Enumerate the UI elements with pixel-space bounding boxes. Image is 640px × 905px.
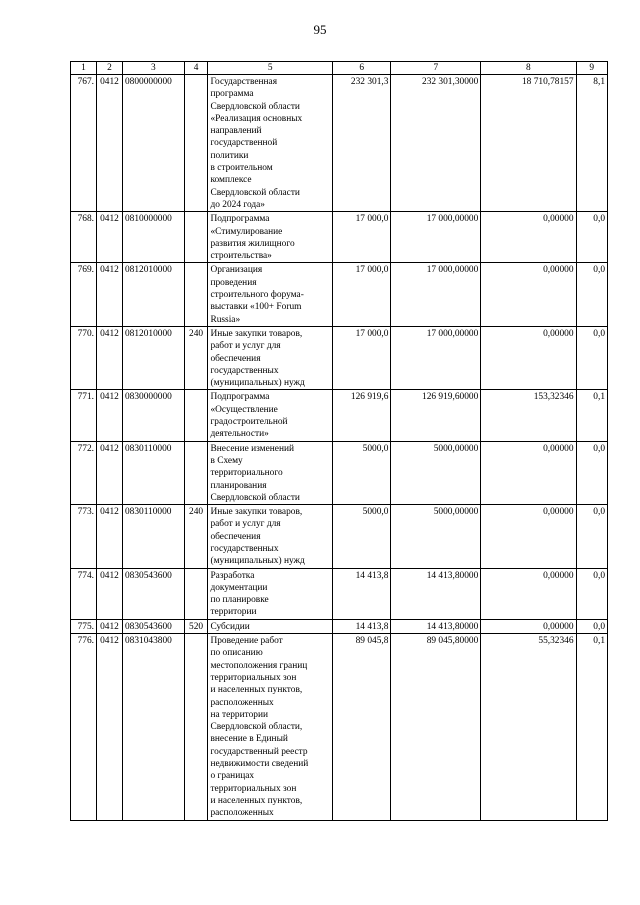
percent-cell: 0,0 (576, 326, 607, 389)
approved-amount-cell: 5000,00000 (391, 441, 481, 504)
target-article-cell: 0830110000 (122, 505, 184, 568)
row-number-cell: 774. (71, 568, 97, 619)
header-col-1: 1 (71, 62, 97, 75)
plan-amount-cell: 14 413,8 (332, 568, 390, 619)
target-article-cell: 0830000000 (122, 390, 184, 441)
item-name-cell: Подпрограмма «Стимулирование развития жилищного строительства» (208, 212, 333, 263)
approved-amount-cell: 5000,00000 (391, 505, 481, 568)
plan-amount-cell: 17 000,0 (332, 326, 390, 389)
expense-type-cell (184, 634, 208, 820)
header-col-7: 7 (391, 62, 481, 75)
approved-amount-cell: 232 301,30000 (391, 75, 481, 212)
expense-type-cell (184, 263, 208, 326)
plan-amount-cell: 5000,0 (332, 441, 390, 504)
approved-amount-cell: 17 000,00000 (391, 263, 481, 326)
target-article-cell: 0812010000 (122, 326, 184, 389)
header-col-3: 3 (122, 62, 184, 75)
section-code-cell: 0412 (96, 634, 122, 820)
row-number-cell: 769. (71, 263, 97, 326)
plan-amount-cell: 89 045,8 (332, 634, 390, 820)
percent-cell: 0,0 (576, 212, 607, 263)
budget-table (70, 61, 608, 821)
section-code-cell: 0412 (96, 619, 122, 633)
executed-amount-cell: 0,00000 (481, 505, 576, 568)
item-name-cell: Организация проведения строительного форума- выставки «100+ Forum Russia» (208, 263, 333, 326)
section-code-cell: 0412 (96, 75, 122, 212)
section-code-cell: 0412 (96, 326, 122, 389)
item-name-cell: Субсидии (208, 619, 333, 633)
target-article-cell: 0830543600 (122, 619, 184, 633)
percent-cell: 0,0 (576, 619, 607, 633)
target-article-cell: 0812010000 (122, 263, 184, 326)
executed-amount-cell: 0,00000 (481, 441, 576, 504)
expense-type-cell: 240 (184, 505, 208, 568)
expense-type-cell (184, 75, 208, 212)
table-row (71, 75, 608, 212)
item-name-cell: Внесение изменений в Схему территориального планирования Свердловской области (208, 441, 333, 504)
percent-cell: 0,1 (576, 634, 607, 820)
item-name-cell: Государственная программа Свердловской области «Реализация основных направлений государственной политики в строительном комплексе Свердловской области до 2024 года» (208, 75, 333, 212)
target-article-cell: 0830110000 (122, 441, 184, 504)
approved-amount-cell: 89 045,80000 (391, 634, 481, 820)
header-row (71, 62, 608, 75)
target-article-cell: 0831043800 (122, 634, 184, 820)
header-col-9: 9 (576, 62, 607, 75)
table-row (71, 263, 608, 326)
table-row (71, 212, 608, 263)
section-code-cell: 0412 (96, 263, 122, 326)
plan-amount-cell: 232 301,3 (332, 75, 390, 212)
executed-amount-cell: 55,32346 (481, 634, 576, 820)
executed-amount-cell: 0,00000 (481, 212, 576, 263)
plan-amount-cell: 17 000,0 (332, 263, 390, 326)
expense-type-cell: 240 (184, 326, 208, 389)
plan-amount-cell: 126 919,6 (332, 390, 390, 441)
item-name-cell: Иные закупки товаров, работ и услуг для обеспечения государственных (муниципальных) нужд (208, 505, 333, 568)
percent-cell: 0,0 (576, 568, 607, 619)
approved-amount-cell: 17 000,00000 (391, 212, 481, 263)
plan-amount-cell: 5000,0 (332, 505, 390, 568)
executed-amount-cell: 0,00000 (481, 263, 576, 326)
header-col-5: 5 (208, 62, 333, 75)
header-col-8: 8 (481, 62, 576, 75)
table-row (71, 505, 608, 568)
section-code-cell: 0412 (96, 390, 122, 441)
header-col-2: 2 (96, 62, 122, 75)
section-code-cell: 0412 (96, 568, 122, 619)
table-row (71, 619, 608, 633)
executed-amount-cell: 0,00000 (481, 619, 576, 633)
section-code-cell: 0412 (96, 212, 122, 263)
percent-cell: 0,0 (576, 505, 607, 568)
row-number-cell: 768. (71, 212, 97, 263)
percent-cell: 0,1 (576, 390, 607, 441)
approved-amount-cell: 17 000,00000 (391, 326, 481, 389)
table-row (71, 568, 608, 619)
item-name-cell: Иные закупки товаров, работ и услуг для обеспечения государственных (муниципальных) нужд (208, 326, 333, 389)
target-article-cell: 0810000000 (122, 212, 184, 263)
table-row (71, 390, 608, 441)
executed-amount-cell: 0,00000 (481, 326, 576, 389)
row-number-cell: 776. (71, 634, 97, 820)
section-code-cell: 0412 (96, 505, 122, 568)
approved-amount-cell: 14 413,80000 (391, 568, 481, 619)
plan-amount-cell: 17 000,0 (332, 212, 390, 263)
executed-amount-cell: 0,00000 (481, 568, 576, 619)
table-row (71, 634, 608, 820)
plan-amount-cell: 14 413,8 (332, 619, 390, 633)
page-number: 95 (313, 22, 327, 37)
percent-cell: 0,0 (576, 441, 607, 504)
row-number-cell: 767. (71, 75, 97, 212)
item-name-cell: Подпрограмма «Осуществление градостроительной деятельности» (208, 390, 333, 441)
row-number-cell: 770. (71, 326, 97, 389)
table-body (71, 75, 608, 821)
item-name-cell: Проведение работ по описанию местоположения границ территориальных зон и населенных пунктов, расположенных на территории Свердловской области, внесение в Единый государственный реестр недвижимости сведений о границах территориальных зон и населенных пунктов, расположенных (208, 634, 333, 820)
expense-type-cell (184, 390, 208, 441)
header-col-4: 4 (184, 62, 208, 75)
row-number-cell: 771. (71, 390, 97, 441)
expense-type-cell (184, 212, 208, 263)
table-row (71, 326, 608, 389)
header-col-6: 6 (332, 62, 390, 75)
approved-amount-cell: 126 919,60000 (391, 390, 481, 441)
expense-type-cell (184, 568, 208, 619)
percent-cell: 0,0 (576, 263, 607, 326)
row-number-cell: 772. (71, 441, 97, 504)
table-row (71, 441, 608, 504)
expense-type-cell: 520 (184, 619, 208, 633)
target-article-cell: 0800000000 (122, 75, 184, 212)
row-number-cell: 775. (71, 619, 97, 633)
section-code-cell: 0412 (96, 441, 122, 504)
percent-cell: 8,1 (576, 75, 607, 212)
expense-type-cell (184, 441, 208, 504)
target-article-cell: 0830543600 (122, 568, 184, 619)
executed-amount-cell: 153,32346 (481, 390, 576, 441)
row-number-cell: 773. (71, 505, 97, 568)
executed-amount-cell: 18 710,78157 (481, 75, 576, 212)
item-name-cell: Разработка документации по планировке территории (208, 568, 333, 619)
approved-amount-cell: 14 413,80000 (391, 619, 481, 633)
table-header (71, 62, 608, 75)
